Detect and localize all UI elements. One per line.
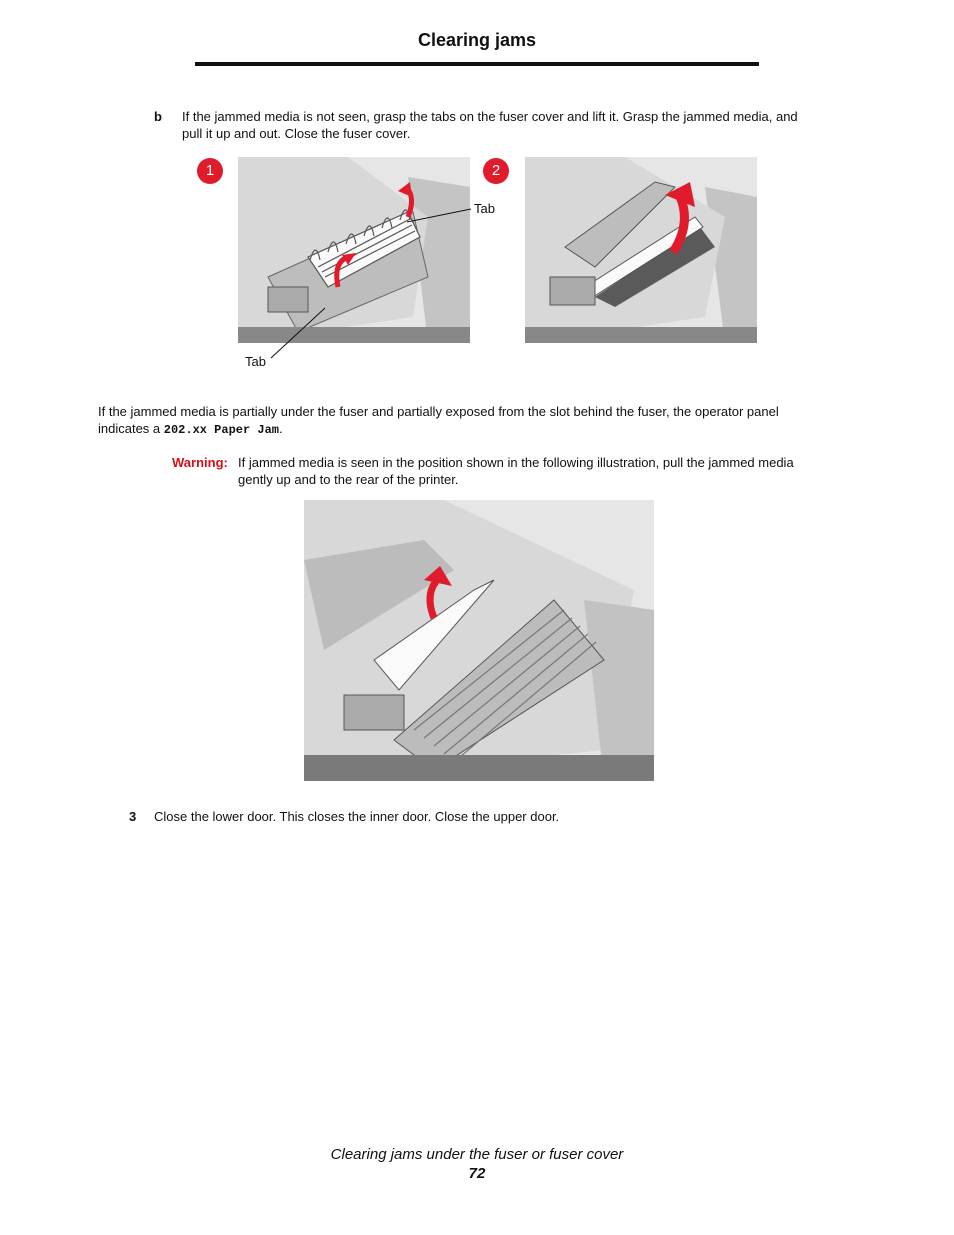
step-b-marker: b [154,109,162,124]
callout-2: 2 [483,158,509,184]
step-3-text: Close the lower door. This closes the inner door. Close the upper door. [154,809,560,824]
jam-location-paragraph [98,403,878,439]
jammed-media-under-fuser-illustration [304,500,654,781]
step-b-line-2: pull it up and out. Close the fuser cover. [182,126,411,141]
paragraph-line-2 [98,420,878,439]
step-b-text [182,108,862,142]
warning-line-2: gently up and to the rear of the printer. [238,472,459,487]
callout-1: 1 [197,158,223,184]
step-3-marker: 3 [129,809,137,824]
warning-text [238,454,858,488]
error-code: 202.xx Paper Jam [163,423,279,437]
header-rule [195,62,759,66]
paragraph-prefix: indicates a [98,421,164,436]
tab-leader-lines [175,200,475,370]
warning-line-1: If jammed media is seen in the position shown in the following illustration, pull the jammed media [238,455,794,470]
page-number: 72 [468,1165,486,1182]
footer-section-title: Clearing jams under the fuser or fuser cover [330,1146,624,1163]
paragraph-suffix: . [278,421,283,436]
warning-label: Warning: [172,455,228,470]
paragraph-line-1: If the jammed media is partially under the fuser and partially exposed from the slot behind the fuser, the operator panel [98,404,779,419]
tab-label-top: Tab [474,201,495,216]
tab-label-bottom: Tab [245,354,266,369]
fuser-cover-lifted-illustration [525,157,757,343]
step-b-line-1: If the jammed media is not seen, grasp the tabs on the fuser cover and lift it. Grasp the jammed media, and [182,109,798,124]
page-title: Clearing jams [417,30,537,50]
